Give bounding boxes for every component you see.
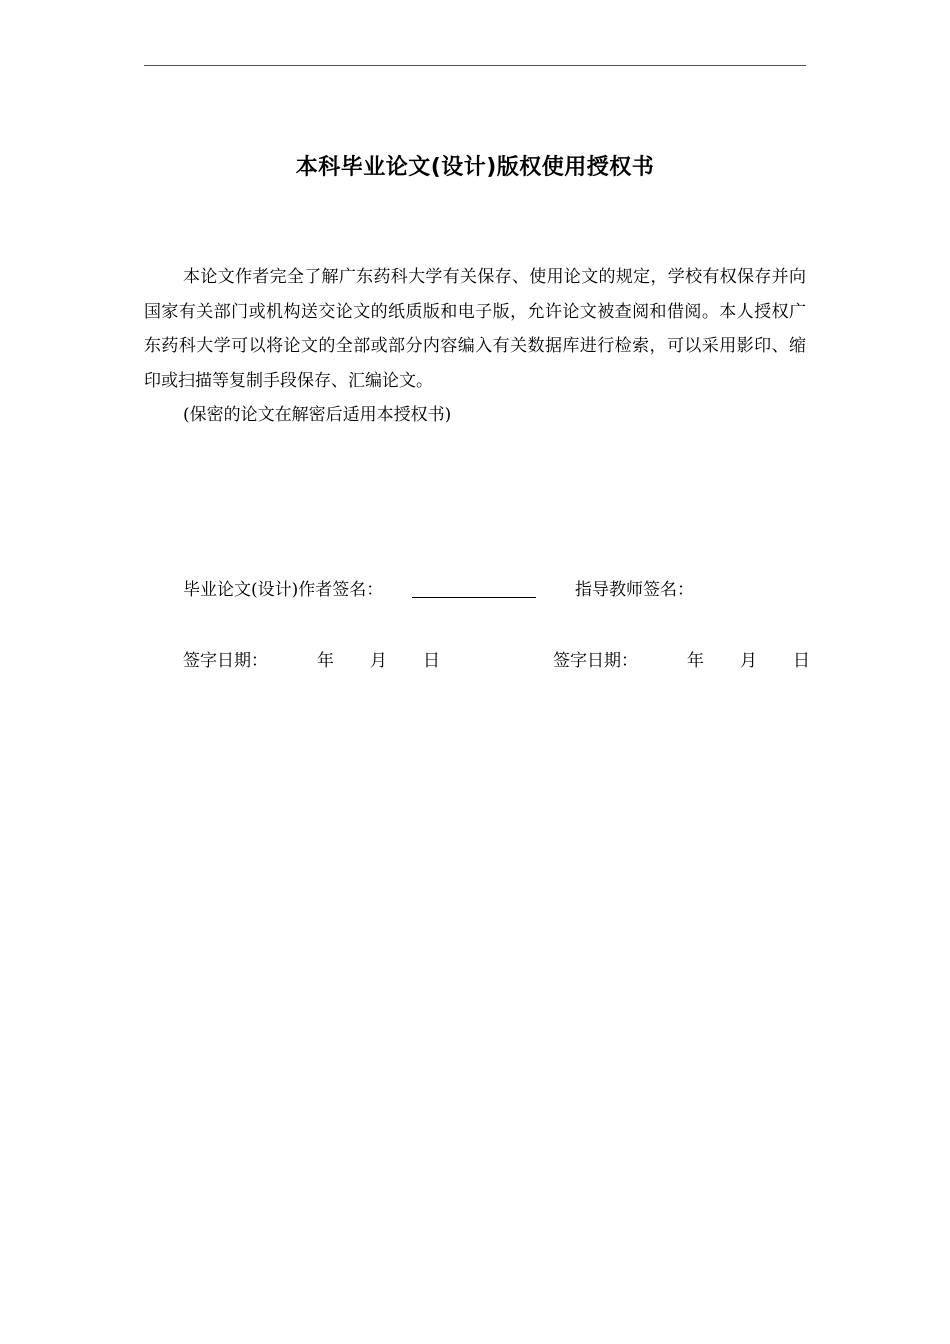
- advisor-signature-label: 指导教师签名：: [575, 580, 694, 600]
- author-signature-line[interactable]: [412, 597, 536, 598]
- advisor-date-month: 月: [740, 651, 757, 671]
- body-text: [144, 260, 806, 433]
- author-date-label: 签字日期：: [183, 651, 268, 671]
- author-signature-label: 毕业论文(设计)作者签名：: [183, 580, 384, 600]
- author-date-month: 月: [370, 651, 387, 671]
- advisor-date-year: 年: [687, 651, 704, 671]
- author-date-year: 年: [317, 651, 334, 671]
- date-row: [183, 646, 813, 676]
- authorization-paragraph: 本论文作者完全了解广东药科大学有关保存、使用论文的规定，学校有权保存并向国家有关部门或机构送交论文的纸质版和电子版，允许论文被查阅和借阅。本人授权广东药科大学可以将论文的全部或部分内容编入有关数据库进行检索，可以采用影印、缩印或扫描等复制手段保存、汇编论文。: [144, 267, 806, 391]
- author-date-day: 日: [423, 651, 440, 671]
- advisor-date-label: 签字日期：: [553, 651, 638, 671]
- header-rule: [144, 65, 806, 66]
- advisor-date-day: 日: [793, 651, 810, 671]
- confidential-note: (保密的论文在解密后适用本授权书): [183, 405, 452, 425]
- page-title: 本科毕业论文(设计)版权使用授权书: [295, 155, 655, 180]
- signature-row: [183, 575, 806, 605]
